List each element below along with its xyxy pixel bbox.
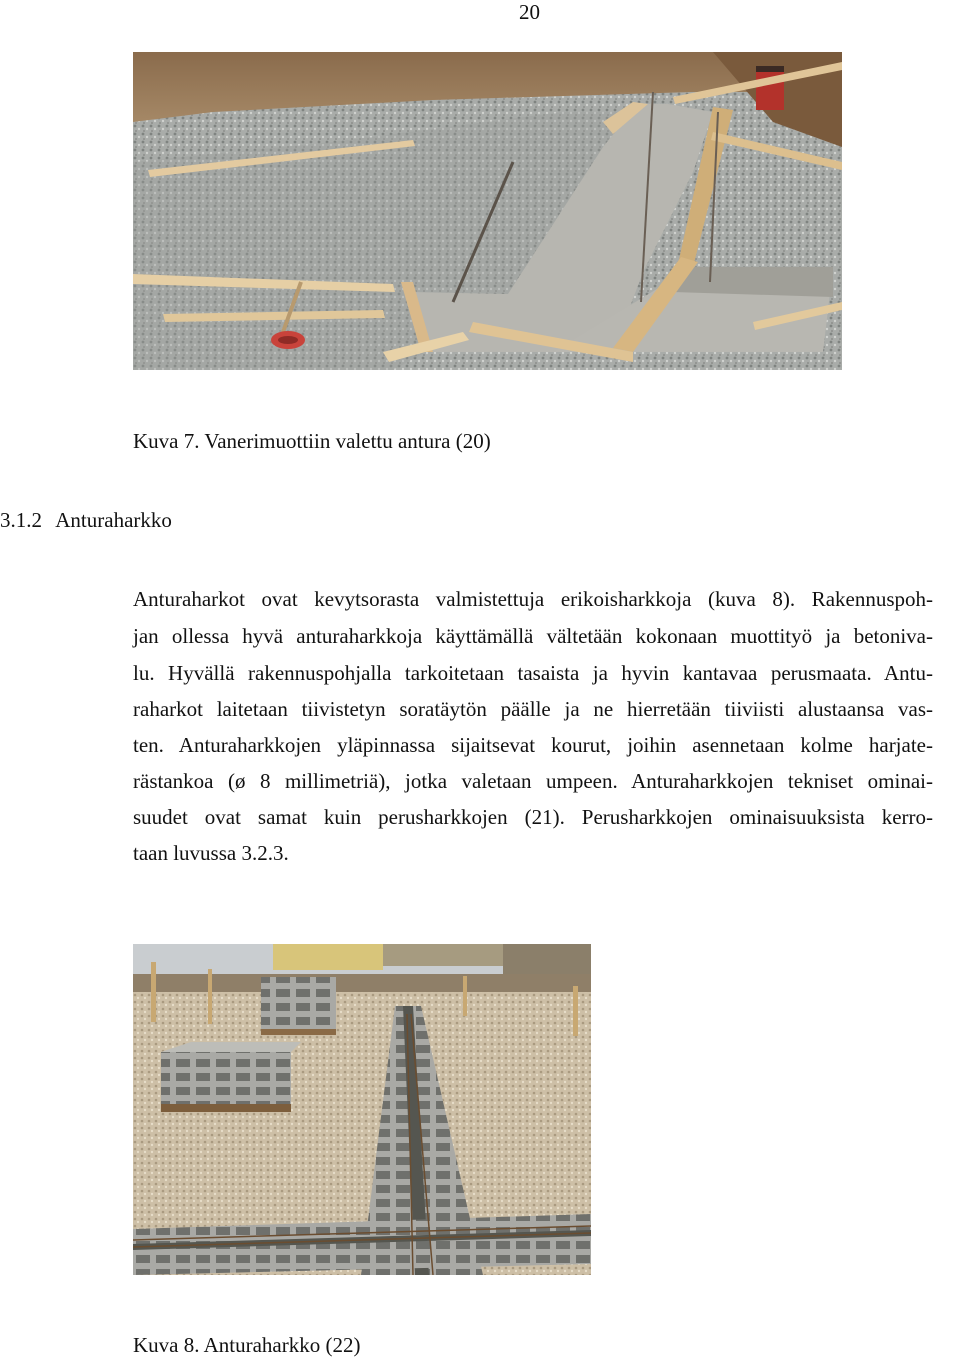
- body-paragraph: [133, 586, 933, 916]
- paragraph-line: Anturaharkot ovat kevytsorasta valmistettuja erikoisharkkoja (kuva 8). Rakennuspoh-: [133, 587, 933, 611]
- figure-1-photo: [133, 52, 842, 370]
- paragraph-line: ten. Anturaharkkojen yläpinnassa sijaitsevat kourut, joihin asennetaan kolme harjate-: [133, 733, 933, 757]
- paragraph-line: taan luvussa 3.2.3.: [133, 841, 289, 865]
- paragraph-line: lu. Hyvällä rakennuspohjalla tarkoitetaan tasaista ja hyvin kantavaa perusmaata. Antu-: [133, 661, 933, 685]
- section-number: 3.1.2: [0, 508, 42, 532]
- figure-2-photo: [133, 944, 591, 1275]
- paragraph-line: jan ollessa hyvä anturaharkkoja käyttämällä vältetään kokonaan muottityö ja betoniva-: [133, 624, 933, 648]
- paragraph-line: suudet ovat samat kuin perusharkkojen (21). Perusharkkojen ominaisuuksista kerro-: [133, 805, 933, 829]
- footing-block-image: [133, 944, 591, 1275]
- paragraph-line: raharkot laitetaan tiivistetyn soratäytön päälle ja ne hierretään tiiviisti alustaansa vas-: [133, 697, 933, 721]
- figure-1-caption: Kuva 7. Vanerimuottiin valettu antura (20): [133, 429, 491, 453]
- formwork-footing-image: [133, 52, 842, 370]
- page-number: 20: [519, 0, 540, 24]
- section-title: Anturaharkko: [55, 508, 172, 532]
- paragraph-line: rästankoa (ø 8 millimetriä), jotka valetaan umpeen. Anturaharkkojen tekniset ominai-: [133, 769, 933, 793]
- section-heading: [0, 507, 172, 533]
- figure-2-caption: Kuva 8. Anturaharkko (22): [133, 1333, 361, 1357]
